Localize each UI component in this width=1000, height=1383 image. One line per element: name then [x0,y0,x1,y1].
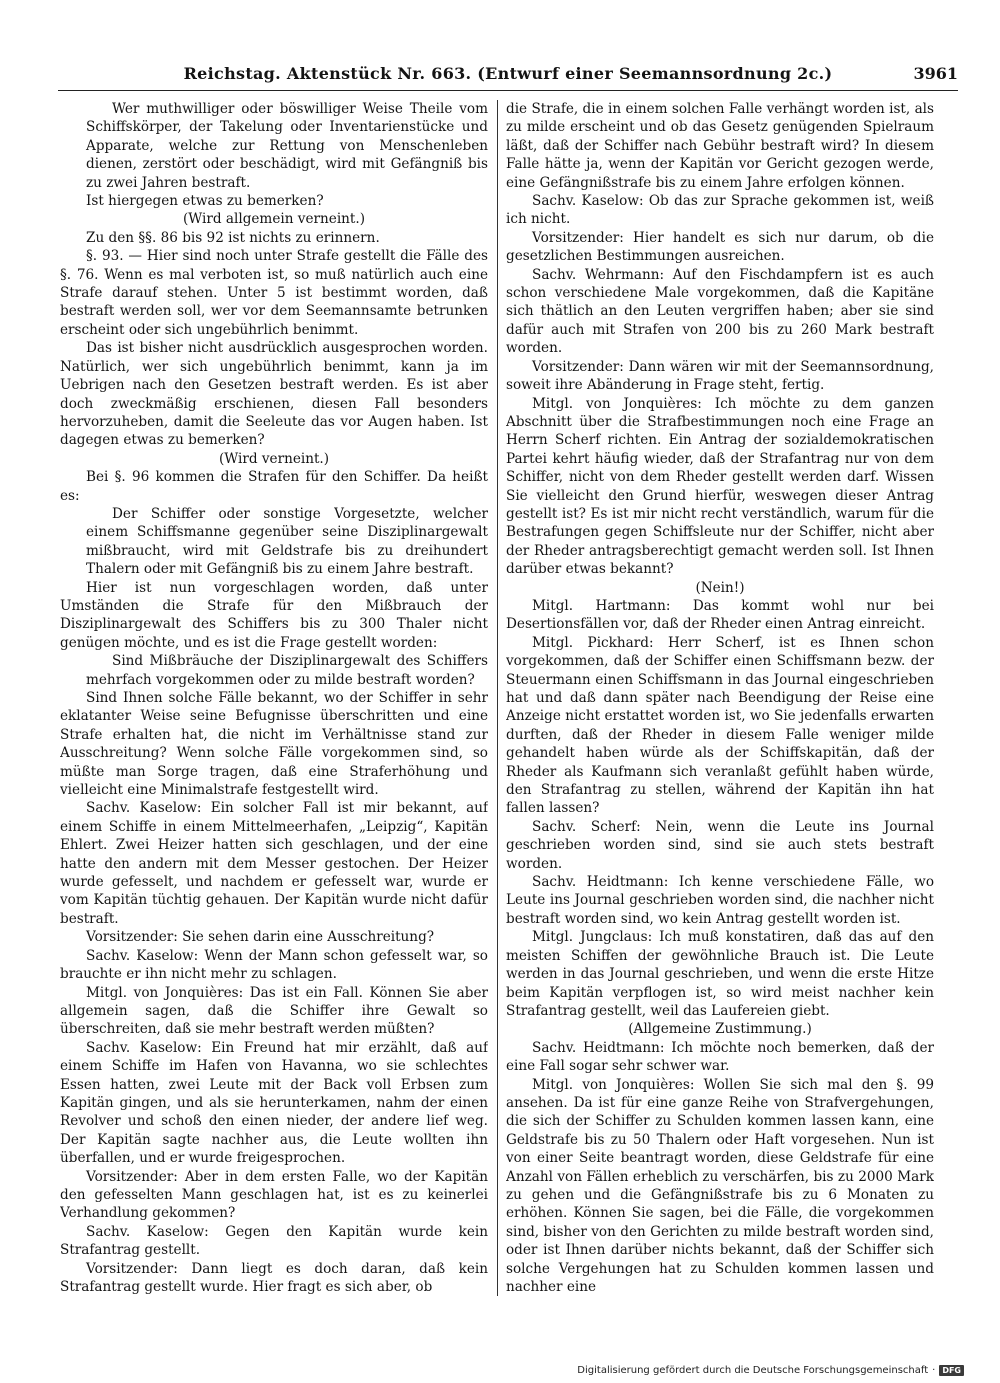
paragraph: Sind Mißbräuche der Disziplinargewalt des Schiffers mehrfach vorgekommen oder zu milde bestraft worden? [86,653,488,688]
paragraph: die Strafe, die in einem solchen Falle verhängt worden ist, als zu milde erscheint und ob das Gesetz genügenden Spielraum läßt, daß der Schiffer nach Gebühr bestraft wird? In diesem Falle hätte ja, wenn der Kapitän vor Gericht gezogen werde, eine Gefängnißstrafe bis zu einem Jahre erfolgen können. [506,101,934,191]
paragraph: Mitgl. von Jonquières: Ich möchte zu dem ganzen Abschnitt über die Strafbestimmungen noch eine Frage an Herrn Scherf richten. Ein Antrag der sozialdemokratischen Partei kehrt häufig wieder, daß der Strafantrag nur von dem Schiffer, nicht von dem Rheder gestellt werden darf. Wissen Sie vielleicht den Grund hierfür, weswegen dieser Antrag gestellt ist? Es ist mir nicht recht verständlich, warum für die Bestrafungen gegen Schiffsleute nur der Schiffer, nicht aber der Rheder antragsberechtigt gemacht werden soll. Ist Ihnen darüber etwas bekannt? [506,395,934,578]
column-divider [497,100,498,1296]
paragraph: Sachv. Kaselow: Wenn der Mann schon gefesselt war, so brauchte er ihn nicht mehr zu schlagen. [60,947,488,983]
paragraph: Sachv. Kaselow: Ein Freund hat mir erzählt, daß auf einem Schiffe im Hafen von Havanna, wo sie schlechtes Essen hatten, zwei Leute mit der Back voll Erbsen zum Kapitän gingen, und als sie herunterkamen, nahm der einen Revolver und schoß den einen nieder, der andere lief weg. Der Kapitän sagte nachher aus, die Leute wollten ihn überfallen, und er wurde freigesprochen. [60,1039,488,1167]
paragraph: Sachv. Scherf: Nein, wenn die Leute ins Journal geschrieben worden sind, sind sie auch stets bestraft worden. [506,818,934,872]
right-column [506,100,934,1300]
paragraph: Zu den §§. 86 bis 92 ist nichts zu erinnern. [86,229,380,246]
dfg-logo: DFG [939,1365,964,1376]
paragraph: Bei §. 96 kommen die Strafen für den Schiffer. Da heißt es: [60,469,488,504]
left-column [60,100,488,1300]
page-number: 3961 [913,64,958,83]
paragraph: Vorsitzender: Aber in dem ersten Falle, wo der Kapitän den gefesselten Mann geschlagen hat, ist es zu keinerlei Verhandlung gekommen? [60,1168,488,1222]
paragraph: §. 93. — Hier sind noch unter Strafe gestellt die Fälle des §. 76. Wenn es mal verboten ist, so muß natürlich auch eine Strafe darauf stehen. Unter 5 ist bestimmt worden, daß bestraft werden soll, wer vor dem Seemannsamte betrunken erscheint oder sich ungebührlich benimmt. [60,248,488,338]
paragraph: Hier ist nun vorgeschlagen worden, daß unter Umständen die Strafe für den Mißbrauch der Disziplinargewalt des Schiffers bis zu 300 Thaler nicht genügen möchte, und es ist die Frage gestellt worden: [60,579,488,651]
paragraph: Das ist bisher nicht ausdrücklich ausgesprochen worden. Natürlich, wer sich ungebührlich benimmt, kann ja im Uebrigen nach den Gesetzen bestraft werden. Es ist aber doch zweckmäßig erschienen, diesen Fall besonders hervorzuheben, damit die Seeleute das vor Augen haben. Ist dagegen etwas zu bemerken? [60,340,488,449]
paragraph: Sachv. Kaselow: Gegen den Kapitän wurde kein Strafantrag gestellt. [60,1223,488,1259]
paragraph: (Wird verneint.) [218,450,330,467]
paragraph: Vorsitzender: Sie sehen darin eine Ausschreitung? [86,929,435,946]
running-title: Reichstag. Aktenstück Nr. 663. (Entwurf einer Seemannsordnung 2c.) [183,64,833,83]
paragraph: Sachv. Heidtmann: Ich kenne verschiedene Fälle, wo Leute ins Journal geschrieben worden sind, die nachher nicht bestraft worden sind, wo kein Antrag gestellt worden ist. [506,874,934,927]
paragraph: Wer muthwilliger oder böswilliger Weise Theile vom Schiffskörper, der Takelung oder Inventarienstücke und Apparate, welche zur Rettung von Menschenleben dienen, zerstört oder beschädigt, wird mit Gefängniß bis zu zwei Jahren bestraft. [86,101,488,191]
page-footer [577,1363,964,1377]
paragraph: (Allgemeine Zustimmung.) [628,1021,812,1038]
paragraph: Ist hiergegen etwas zu bemerken? [86,193,324,210]
paragraph: Sachv. Wehrmann: Auf den Fischdampfern ist es auch schon verschiedene Male vorgekommen, daß die Kapitäne sich thätlich an den Leuten vergriffen haben; aber sie sind dafür auch mit Strafen von 200 bis zu 260 Mark bestraft worden. [506,266,934,357]
page-header [58,60,958,91]
paragraph: Mitgl. von Jonquières: Das ist ein Fall. Können Sie aber allgemein sagen, daß die Schiffer ihre Gewalt so überschreiten, daß sie mehr bestraft werden müßten? [60,984,488,1038]
paragraph: Vorsitzender: Hier handelt es sich nur darum, ob die gesetzlichen Bestimmungen ausreichen. [506,229,934,265]
paragraph: (Nein!) [695,579,745,596]
paragraph: Vorsitzender: Dann wären wir mit der Seemannsordnung, soweit ihre Abänderung in Frage steht, fertig. [506,358,934,394]
paragraph: Mitgl. Jungclaus: Ich muß konstatiren, daß das auf den meisten Schiffen der gewöhnliche Brauch ist. Die Leute werden in das Journal geschrieben, und wenn die erste Hitze beim Kapitän verpflogen ist, so wird meist nachher kein Strafantrag gestellt, weil das Laufereien giebt. [506,929,934,1019]
paragraph: Sachv. Kaselow: Ein solcher Fall ist mir bekannt, auf einem Schiffe in einem Mittelmeerhafen, „Leipzig“, Kapitän Ehlert. Zwei Heizer hatten sich geschlagen, und der eine hatte den andern mit dem Messer gestochen. Der Heizer wurde gefesselt, und nachdem er gefesselt war, wurde er vom Kapitän tüchtig gehauen. Der Kapitän wurde nicht dafür bestraft. [60,800,488,927]
paragraph: Mitgl. Hartmann: Das kommt wohl nur bei Desertionsfällen vor, daß der Rheder einen Antrag einreicht. [506,597,934,633]
paragraph: Sachv. Heidtmann: Ich möchte noch bemerken, daß der eine Fall sogar sehr schwer war. [506,1039,934,1075]
separator-dot: · [932,1364,936,1376]
paragraph: Mitgl. von Jonquières: Wollen Sie sich mal den §. 99 ansehen. Da ist für eine ganze Reihe von Strafvergehungen, die sich der Schiffer zu Schulden kommen lassen kann, eine Geldstrafe bis zu 50 Thalern oder Haft vorgesehen. Nun ist von einer Seite beantragt worden, diese Geldstrafe für eine Anzahl von Fällen erheblich zu verschärfen, bis zu 2000 Mark zu gehen und die Gefängnißstrafe bis zu 6 Monaten zu erhöhen. Können Sie sagen, bei die Fälle, die vorgekommen sind, bisher von den Gerichten zu milde bestraft worden sind, oder ist Ihnen darüber nichts bekannt, daß der Schiffer sich solche Vergehungen hat zu Schulden kommen lassen und nachher eine [506,1076,934,1295]
paragraph: Sachv. Kaselow: Ob das zur Sprache gekommen ist, weiß ich nicht. [506,193,934,228]
funding-note: Digitalisierung gefördert durch die Deutsche Forschungsgemeinschaft [577,1364,929,1376]
paragraph: (Wird allgemein verneint.) [182,211,366,228]
paragraph: Der Schiffer oder sonstige Vorgesetzte, welcher einem Schiffsmanne gegenüber seine Disziplinargewalt mißbraucht, wird mit Geldstrafe bis zu dreihundert Thalern oder mit Gefängniß bis zu einem Jahre bestraft. [86,505,488,578]
paragraph: Mitgl. Pickhard: Herr Scherf, ist es Ihnen schon vorgekommen, daß der Schiffer einen Schiffsmann bezw. der Steuermann einen Schiffsmann in das Journal eingeschrieben hat und daß dann später nach Beendigung der Reise eine Anzeige nicht erstattet worden ist, wo Sie jedenfalls erwarten durften, daß der Rheder in diesem Falle weniger milde gehandelt haben würde als der Schiffskapitän, daß der Rheder als Kaufmann sich veranlaßt gefühlt haben würde, den Strafantrag zu stellen, während der Kapitän ihn hat fallen lassen? [506,634,934,817]
paragraph: Vorsitzender: Dann liegt es doch daran, daß kein Strafantrag gestellt wurde. Hier fragt es sich aber, ob [60,1260,488,1295]
paragraph: Sind Ihnen solche Fälle bekannt, wo der Schiffer in sehr eklatanter Weise seine Befugnisse überschritten und eine Strafe erhalten hat, die nicht im Verhältnisse stand zur Ausschreitung? Wenn solche Fälle vorgekommen sind, so müßte man Sorge tragen, daß eine Straferhöhung und vielleicht eine Minimalstrafe festgestellt wird. [60,690,488,799]
